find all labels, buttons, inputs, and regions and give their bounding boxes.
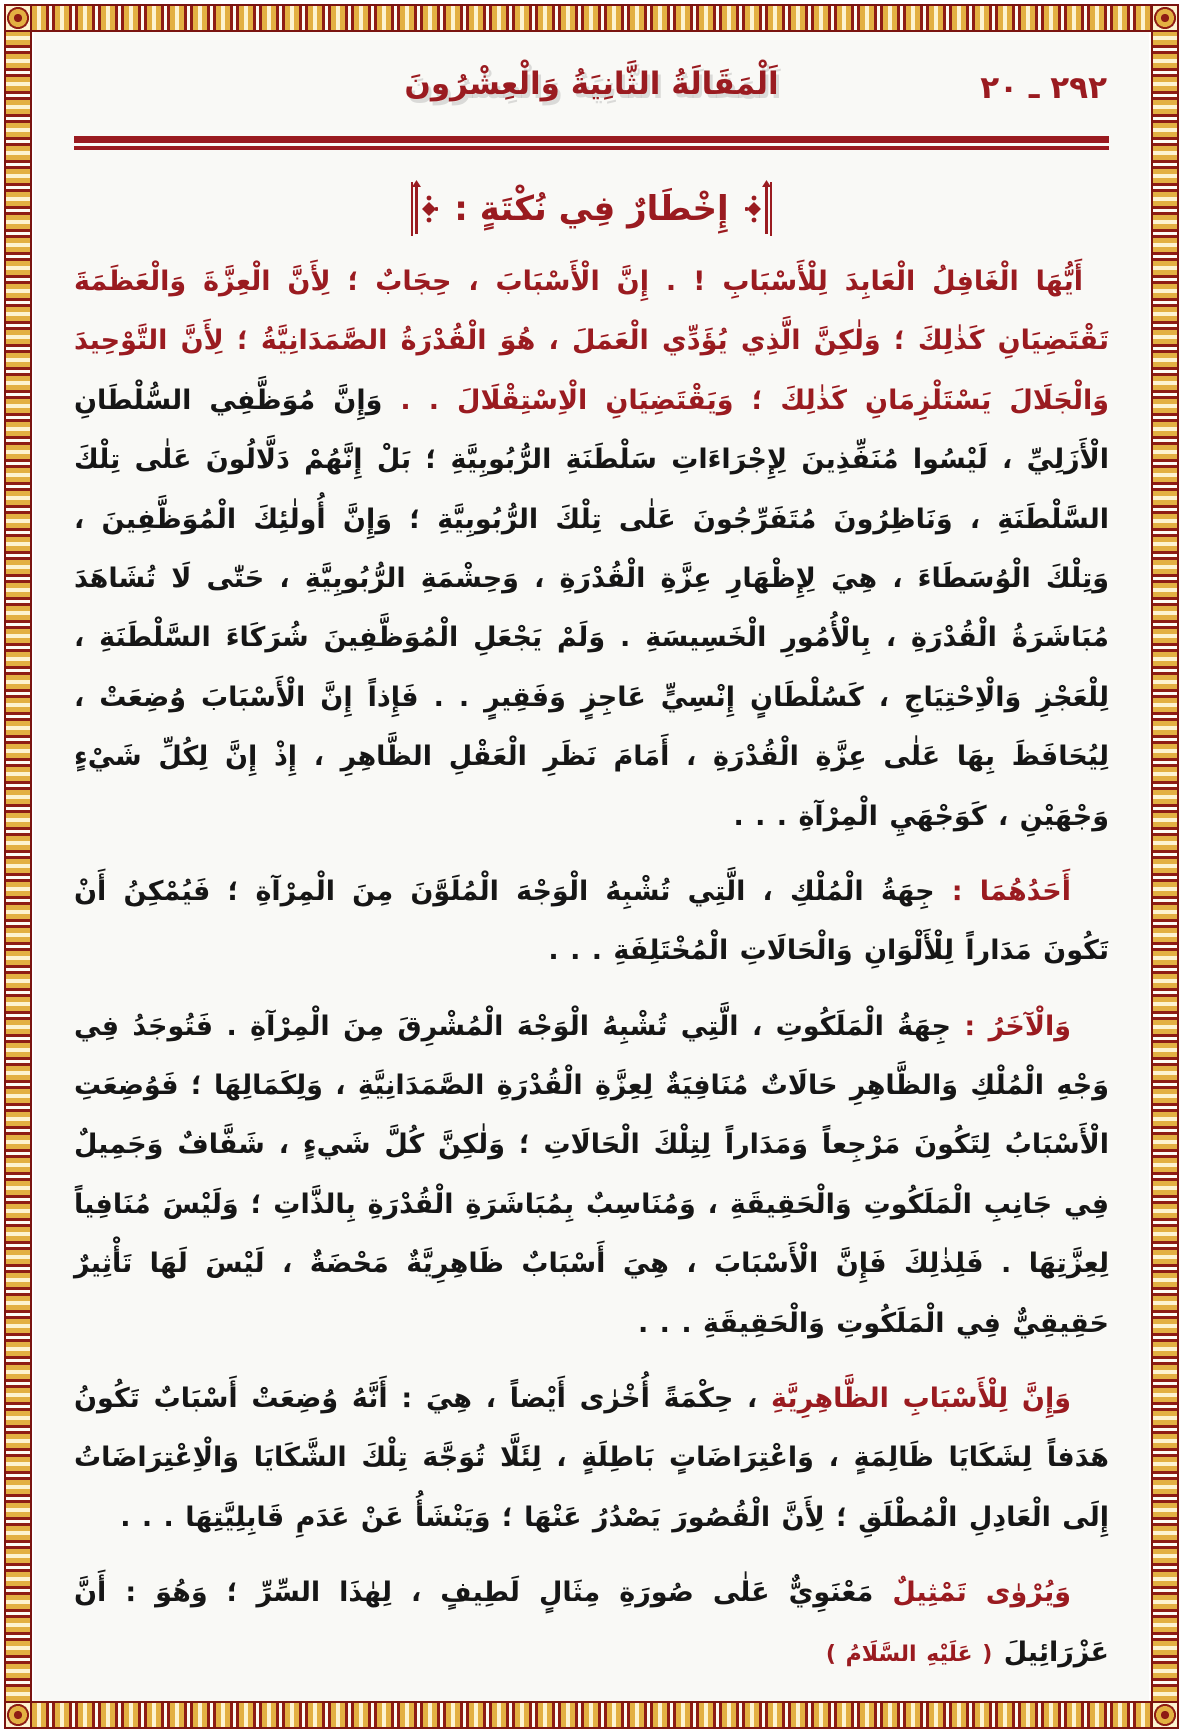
ornamental-border-bottom — [4, 1701, 1179, 1729]
border-corner-rosette — [4, 4, 32, 32]
border-corner-rosette — [1151, 1701, 1179, 1729]
floral-bracket-icon — [408, 180, 438, 238]
paragraph — [74, 997, 1109, 1353]
paragraph — [74, 1563, 1109, 1682]
section-title: إِخْطَارٌ فِي نُكْتَةٍ : — [454, 189, 729, 229]
text-segment: وَيُرْوٰى تَمْثِيلٌ — [873, 1577, 1071, 1609]
text-segment: وَالْآخَرُ : — [950, 1010, 1071, 1042]
text-segment: وَإِنَّ لِلْأَسْبَابِ الظَّاهِرِيَّةِ — [757, 1383, 1071, 1415]
text-segment: جِهَةُ الْمَلَكُوتِ ، الَّتِي تُشْبِهُ الْوَجْهَ الْمُشْرِقَ مِنَ الْمِرْآةِ . فَتُوجَدُ فِي وَجْهِ الْمُلْكِ وَالظَّاهِرِ حَالَاتٌ مُنَافِيَةٌ لِعِزَّةِ الْقُدْرَةِ الصَّمَدَانِيَّةِ ، وَلِكَمَالِهَا ؛ فَوُضِعَتِ الْأَسْبَابُ لِتَكُونَ مَرْجِعاً وَمَدَاراً لِتِلْكَ الْحَالَاتِ ؛ وَلٰكِنَّ كُلَّ شَيءٍ ، شَفَّافٌ وَجَمِيلٌ فِي جَانِبِ الْمَلَكُوتِ وَالْحَقِيقَةِ ، وَمُنَاسِبٌ بِمُبَاشَرَةِ الْقُدْرَةِ بِالذَّاتِ ؛ وَلَيْسَ مُنَافِياً لِعِزَّتِهَا . فَلِذٰلِكَ فَإِنَّ الْأَسْبَابَ ، هِيَ أَسْبَابٌ ظَاهِرِيَّةٌ مَحْضَةٌ ، لَيْسَ لَهَا تَأْثِيرٌ حَقِيقِيٌّ فِي الْمَلَكُوتِ وَالْحَقِيقَةِ . . . — [74, 1010, 1109, 1339]
header-divider — [74, 136, 1109, 150]
ornamental-border-left — [4, 4, 32, 1729]
paragraph — [74, 252, 1109, 846]
page-header — [74, 66, 1109, 124]
paragraph — [74, 1369, 1109, 1547]
text-segment: ( عَلَيْهِ السَّلَامُ ) — [825, 1641, 993, 1667]
text-segment: جِهَةُ الْمُلْكِ ، الَّتِي تُشْبِهُ الْوَجْهَ الْمُلَوَّنَ مِنَ الْمِرْآةِ ؛ فَيُمْكِنُ أَنْ تَكُونَ مَدَاراً لِلْأَلْوَانِ وَالْحَالَاتِ الْمُخْتَلِفَةِ . . . — [74, 875, 1109, 967]
border-corner-rosette — [1151, 4, 1179, 32]
ornamental-border-right — [1151, 4, 1179, 1729]
text-segment: وَإِنَّ مُوَظَّفِي السُّلْطَانِ الْأَزَلِيِّ ، لَيْسُوا مُنَفِّذِينَ لِإِجْرَاءَاتِ سَلْطَنَةِ الرُّبُوبِيَّةِ ؛ بَلْ إِنَّهُمْ دَلَّالُونَ عَلٰى تِلْكَ السَّلْطَنَةِ ، وَنَاظِرُونَ مُتَفَرِّجُونَ عَلٰى تِلْكَ الرُّبُوبِيَّةِ ؛ وَإِنَّ أُولٰئِكَ الْمُوَظَّفِينَ ، وَتِلْكَ الْوُسَطَاءَ ، هِيَ لِإِظْهَارِ عِزَّةِ الْقُدْرَةِ ، وَحِشْمَةِ الرُّبُوبِيَّةِ ، حَتّٰى لَا تُشَاهَدَ مُبَاشَرَةُ الْقُدْرَةِ ، بِالْأُمُورِ الْخَسِيسَةِ . وَلَمْ يَجْعَلِ الْمُوَظَّفِينَ شُرَكَاءَ السَّلْطَنَةِ ، لِلْعَجْزِ وَالْاِحْتِيَاجِ ، كَسُلْطَانٍ إِنْسِيٍّ عَاجِزٍ وَفَقِيرٍ . . فَإِذاً إِنَّ الْأَسْبَابَ وُضِعَتْ ، لِيُحَافَظَ بِهَا عَلٰى عِزَّةِ الْقُدْرَةِ ، أَمَامَ نَظَرِ الْعَقْلِ الظَّاهِرِ ، إِذْ إِنَّ لِكُلِّ شَيْءٍ وَجْهَيْنِ ، كَوَجْهَيِ الْمِرْآةِ . . . — [74, 384, 1109, 832]
text-segment: مَعْنَوِيٌّ عَلٰى صُورَةِ مِثَالٍ لَطِيفٍ ، لِهٰذَا السِّرِّ ؛ وَهُوَ : أَنَّ عَزْرَائِيلَ — [74, 1577, 1109, 1668]
border-corner-rosette — [4, 1701, 32, 1729]
text-segment: أَيُّهَا الْغَافِلُ الْعَابِدَ لِلْأَسْبَابِ ! . إِنَّ الْأَسْبَابَ ، حِجَابٌ ؛ لِأَنَّ الْعِزَّةَ وَالْعَظَمَةَ تَقْتَضِيَانِ كَذٰلِكَ ؛ وَلٰكِنَّ الَّذِي يُؤَدِّي الْعَمَلَ ، هُوَ الْقُدْرَةُ الصَّمَدَانِيَّةُ ؛ لِأَنَّ التَّوْحِيدَ وَالْجَلَالَ يَسْتَلْزِمَانِ كَذٰلِكَ ؛ وَيَقْتَضِيَانِ الْاِسْتِقْلَالَ . . — [74, 266, 1109, 416]
paragraph — [74, 862, 1109, 981]
page-content — [34, 32, 1149, 1701]
text-segment: ، حِكْمَةً أُخْرٰى أَيْضاً ، هِيَ : أَنَّهُ وُضِعَتْ أَسْبَابٌ تَكُونُ هَدَفاً لِشَكَايَا ظَالِمَةٍ ، وَاعْتِرَاضَاتٍ بَاطِلَةٍ ، لِئَلَّا تُوَجَّهَ تِلْكَ الشَّكَايَا وَالْاِعْتِرَاضَاتُ إِلَى الْعَادِلِ الْمُطْلَقِ ؛ لِأَنَّ الْقُصُورَ يَصْدُرُ عَنْهَا ؛ وَيَنْشَأُ عَنْ عَدَمِ قَابِلِيَّتِهَا . . . — [74, 1383, 1109, 1533]
ornamental-border-top — [4, 4, 1179, 32]
page-number: ٢٩٢ ـ ٢٠ — [980, 70, 1107, 106]
page-title: اَلْمَقَالَةُ الثَّانِيَةُ وَالْعِشْرُونَ — [404, 66, 779, 102]
floral-bracket-icon — [745, 180, 775, 238]
section-heading — [74, 180, 1109, 238]
body-text — [74, 252, 1109, 1682]
text-segment: أَحَدُهُمَا : — [934, 875, 1071, 907]
